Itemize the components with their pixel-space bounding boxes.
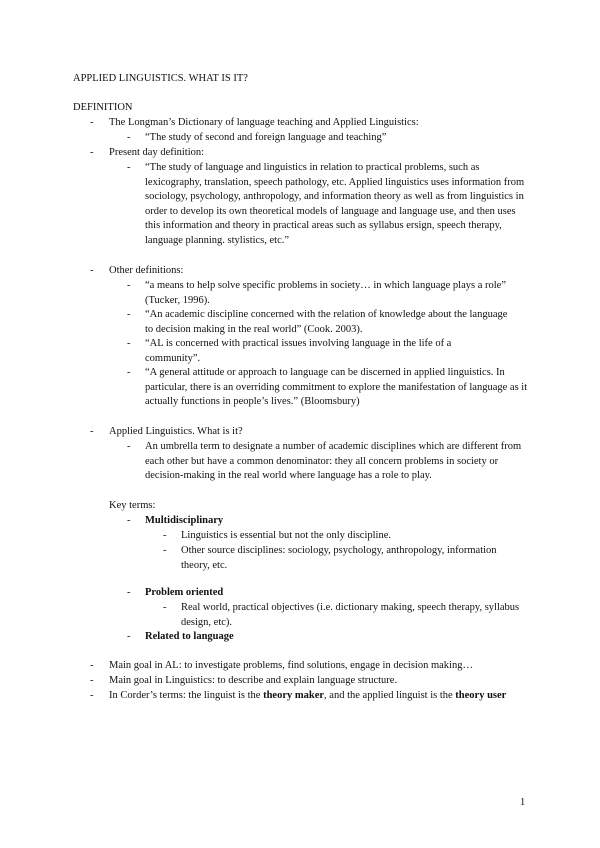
- bullet-dash: -: [90, 147, 94, 158]
- sub-bullet-community: “AL is concerned with practical issues involving language in the life of a community”.: [145, 338, 452, 364]
- key-term-dash: -: [127, 587, 131, 598]
- sub-bullet-tucker: “a means to help solve specific problems in society… in which language plays a role” (Tucker, 1996).: [145, 280, 506, 306]
- bullet-other-definitions: Other definitions:: [109, 265, 184, 276]
- bullet-main-goal-linguistics: Main goal in Linguistics: to describe and explain language structure.: [109, 675, 398, 686]
- bullet-present-day: Present day definition:: [109, 147, 205, 158]
- sub-sub-bullet-dash: -: [163, 602, 167, 613]
- sub-bullet-present-day-quote: “The study of language and linguistics in relation to practical problems, such as lexicography, translation, speech pathology, etc. Applied linguistics uses information from sociology, psychology, anthropology, and information theory as well as from linguistics in order to develop its own theoretical models of language and language use, and then uses this information and theory in practical areas such as syllabus ersign, speech therapy, language planning. stylistics, etc.”: [145, 162, 525, 246]
- sub-sub-bullet-linguistics-essential: Linguistics is essential but not the only discipline.: [181, 530, 391, 541]
- sub-bullet-dash: -: [127, 280, 131, 291]
- key-term-problem-oriented: Problem oriented: [145, 587, 224, 598]
- sub-sub-bullet-other-disciplines: Other source disciplines: sociology, psychology, anthropology, information theory, etc.: [181, 545, 497, 571]
- sub-bullet-umbrella-term: An umbrella term to designate a number of academic disciplines which are different from each other but have a common denominator: they all concern problems in society or decision-making in the real world where language has a role to play.: [145, 441, 522, 482]
- section-heading-definition: DEFINITION: [73, 102, 133, 113]
- sub-bullet-bloomsbury: “A general attitude or approach to language can be discerned in applied linguistics. In particular, there is an overriding commitment to explore the manifestation of language as it actually functions in people’s lives.” (Bloomsbury): [145, 367, 528, 408]
- sub-bullet-dash: -: [127, 367, 131, 378]
- key-term-related-to-language: Related to language: [145, 631, 234, 642]
- bullet-dash: -: [90, 426, 94, 437]
- key-term-dash: -: [127, 631, 131, 642]
- document-title: APPLIED LINGUISTICS. WHAT IS IT?: [73, 73, 248, 84]
- page-number: 1: [520, 797, 526, 808]
- sub-sub-bullet-real-world: Real world, practical objectives (i.e. dictionary making, speech therapy, syllabus design, etc).: [181, 602, 520, 628]
- sub-bullet-dash: -: [127, 338, 131, 349]
- corder-text-mid: , and the applied linguist is the: [324, 690, 456, 701]
- bullet-dash: -: [90, 117, 94, 128]
- sub-bullet-dash: -: [127, 162, 131, 173]
- sub-bullet-dash: -: [127, 309, 131, 320]
- corder-theory-maker: theory maker: [263, 690, 325, 701]
- bullet-dash: -: [90, 265, 94, 276]
- bullet-corder: [109, 689, 529, 704]
- sub-bullet-longman-quote: “The study of second and foreign language and teaching”: [145, 132, 387, 143]
- sub-bullet-dash: -: [127, 441, 131, 452]
- sub-bullet-dash: -: [127, 132, 131, 143]
- bullet-dash: -: [90, 675, 94, 686]
- key-terms-label: Key terms:: [109, 500, 156, 511]
- key-term-dash: -: [127, 515, 131, 526]
- sub-sub-bullet-dash: -: [163, 530, 167, 541]
- sub-sub-bullet-dash: -: [163, 545, 167, 556]
- key-term-multidisciplinary: Multidisciplinary: [145, 515, 224, 526]
- bullet-dash: -: [90, 660, 94, 671]
- bullet-longman: The Longman’s Dictionary of language teaching and Applied Linguistics:: [109, 117, 419, 128]
- bullet-applied-linguistics: Applied Linguistics. What is it?: [109, 426, 243, 437]
- corder-theory-user: theory user: [455, 690, 507, 701]
- bullet-dash: -: [90, 690, 94, 701]
- corder-text-pre: In Corder’s terms: the linguist is the: [109, 690, 264, 701]
- bullet-main-goal-al: Main goal in AL: to investigate problems, find solutions, engage in decision making…: [109, 660, 473, 671]
- sub-bullet-cook: “An academic discipline concerned with the relation of knowledge about the language to decision making in the real world” (Cook. 2003).: [145, 309, 508, 335]
